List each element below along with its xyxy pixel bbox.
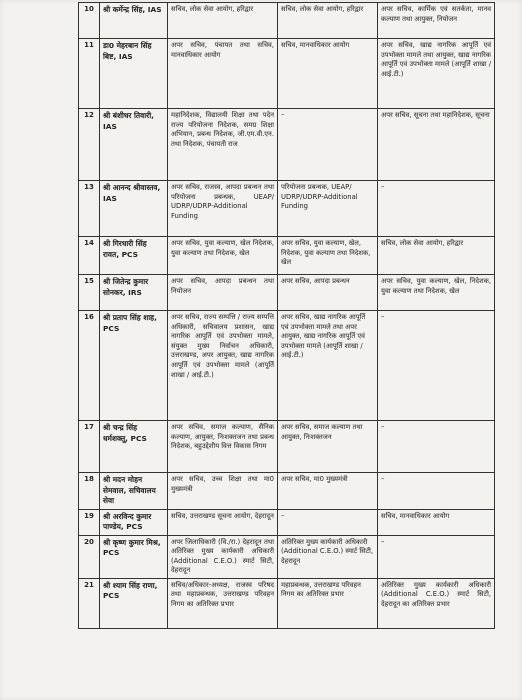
new-posting: सचिव, लोक सेवा आयोग, हरिद्वार (378, 237, 495, 275)
current-posting: अपर सचिव, राजस्व, आपदा प्रबन्धन तथा परियोजना प्रबन्धक, UEAP/ UDRP/UDRP-Additional Funding (168, 181, 278, 237)
table-row (79, 535, 495, 578)
new-posting: अतिरिक्त मुख्य कार्यकारी अधिकारी (Additional C.E.O.) स्मार्ट सिटी, देहरादून का अतिरिक्त प्रभार (378, 578, 495, 628)
new-posting: सचिव, मानवाधिकार आयोग (378, 509, 495, 535)
retained-posting: अपर सचिव, युवा कल्याण, खेल, निदेशक, युवा कल्याण तथा निदेशक, खेल (278, 237, 378, 275)
row-number: 13 (79, 181, 100, 237)
current-posting: अपर सचिव, राज्य सम्पत्ति / राज्य सम्पत्ति अधिकारी, सचिवालय प्रशासन, खाद्य नागरिक आपूर्ति एवं उपभोक्ता मामले, संयुक्त मुख्य निर्वाचन अधिकारी, उत्तराखण्ड, अपर आयुक्त, खाद्य नागरिक आपूर्ति एवं उपभोक्ता मामले (आपूर्ति शाखा / आई.टी.) (168, 311, 278, 421)
table-row (79, 473, 495, 510)
row-number: 14 (79, 237, 100, 275)
current-posting: अपर सचिव, पंचायत तथा सचिव, मानवाधिकार आयोग (168, 39, 278, 109)
retained-posting: अपर सचिव, मा0 मुख्यमंत्री (278, 473, 378, 510)
retained-posting: अतिरिक्त मुख्य कार्यकारी अधिकारी (Additional C.E.O.) स्मार्ट सिटी, देहरादून (278, 535, 378, 578)
table-row (79, 39, 495, 109)
row-number: 16 (79, 311, 100, 421)
officer-name: श्री श्याम सिंह राणा, PCS (100, 578, 168, 628)
row-number: 18 (79, 473, 100, 510)
officer-name: श्री चन्द्र सिंह धर्मशक्तू, PCS (100, 421, 168, 473)
row-number: 11 (79, 39, 100, 109)
retained-posting: सचिव, मानवाधिकार आयोग (278, 39, 378, 109)
retained-posting: अपर सचिव, समाज कल्याण तथा आयुक्त, निःशक्तजन (278, 421, 378, 473)
current-posting: अपर जिलाधिकारी (वि./रा.) देहरादून तथा अतिरिक्त मुख्य कार्यकारी अधिकारी (Additional C.E.O.) स्मार्ट सिटी, देहरादून (168, 535, 278, 578)
officer-name: श्री बंशीधर तिवारी, IAS (100, 109, 168, 181)
row-number: 12 (79, 109, 100, 181)
current-posting: अपर सचिव, उच्च शिक्षा तथा मा0 मुख्यमंत्री (168, 473, 278, 510)
retained-posting: – (278, 109, 378, 181)
new-posting: – (378, 421, 495, 473)
retained-posting: सचिव, लोक सेवा आयोग, हरिद्वार (278, 3, 378, 39)
current-posting: अपर सचिव, युवा कल्याण, खेल निदेशक, युवा कल्याण तथा निदेशक, खेल (168, 237, 278, 275)
retained-posting: महाप्रबन्धक, उत्तराखण्ड परिवहन निगम का अतिरिक्त प्रभार (278, 578, 378, 628)
table-row (79, 311, 495, 421)
officer-name: डा0 मेहरबान सिंह बिष्ट, IAS (100, 39, 168, 109)
officer-name: श्री गिरधारी सिंह रावत, PCS (100, 237, 168, 275)
officer-name: श्री जितेन्द्र कुमार सोनकर, IRS (100, 275, 168, 311)
table-row (79, 275, 495, 311)
table-row (79, 237, 495, 275)
current-posting: सचिव, लोक सेवा आयोग, हरिद्वार (168, 3, 278, 39)
table-row (79, 421, 495, 473)
row-number: 17 (79, 421, 100, 473)
officer-name: श्री अरविन्द कुमार पाण्डेय, PCS (100, 509, 168, 535)
table-row (79, 181, 495, 237)
new-posting: अपर सचिव, खाद्य नागरिक आपूर्ति एवं उपभोक्ता मामले तथा आयुक्त, खाद्य नागरिक आपूर्ति एवं उपभोक्ता मामले (आपूर्ति शाखा / आई.टी.) (378, 39, 495, 109)
retained-posting: अपर सचिव, आपदा प्रबन्धन (278, 275, 378, 311)
current-posting: सचिव, उत्तराखण्ड सूचना आयोग, देहरादून (168, 509, 278, 535)
current-posting: सचिव/अधिकार-अध्यक्ष, राजस्व परिषद तथा महाप्रबन्धक, उत्तराखण्ड परिवहन निगम का अतिरिक्त प्रभार (168, 578, 278, 628)
officer-name: श्री कर्मेन्द्र सिंह, IAS (100, 3, 168, 39)
retained-posting: – (278, 509, 378, 535)
transfer-order-table (78, 2, 495, 629)
new-posting: अपर सचिव, सूचना तथा महानिदेशक, सूचना (378, 109, 495, 181)
current-posting: महानिदेशक, विद्यालयी शिक्षा तथा पदेन राज्य परियोजना निदेशक, समग्र शिक्षा अभियान, प्रबन्ध निदेशक, जी.एम.वी.एन. तथा निदेशक, पंचायती राज (168, 109, 278, 181)
officer-name: श्री आनन्द श्रीवास्तव, IAS (100, 181, 168, 237)
table-row (79, 3, 495, 39)
table-row (79, 509, 495, 535)
row-number: 19 (79, 509, 100, 535)
new-posting: – (378, 535, 495, 578)
current-posting: अपर सचिव, आपदा प्रबन्धन तथा नियोजन (168, 275, 278, 311)
retained-posting: अपर सचिव, खाद्य नागरिक आपूर्ति एवं उपभोक्ता मामले तथा अपर आयुक्त, खाद्य नागरिक आपूर्ति एवं उपभोक्ता मामले (आपूर्ति शाखा / आई.टी.) (278, 311, 378, 421)
row-number: 10 (79, 3, 100, 39)
new-posting: – (378, 181, 495, 237)
retained-posting: परियोजना प्रबन्धक, UEAP/ UDRP/UDRP-Additional Funding (278, 181, 378, 237)
new-posting: अपर सचिव, कार्मिक एवं सतर्कता, मानव कल्याण तथा आयुक्त, नियोजन (378, 3, 495, 39)
new-posting: – (378, 473, 495, 510)
new-posting: – (378, 311, 495, 421)
row-number: 21 (79, 578, 100, 628)
current-posting: अपर सचिव, समाज कल्याण, सैनिक कल्याण, आयुक्त, निःशक्तजन तथा प्रबन्ध निदेशक, बहुउद्देशीय वित्त विकास निगम (168, 421, 278, 473)
new-posting: अपर सचिव, युवा कल्याण, खेल, निदेशक, युवा कल्याण तथा निदेशक, खेल (378, 275, 495, 311)
officer-name: श्री कृष्ण कुमार मिश्र, PCS (100, 535, 168, 578)
table-row (79, 109, 495, 181)
table-row (79, 578, 495, 628)
row-number: 15 (79, 275, 100, 311)
officer-name: श्री प्रताप सिंह शाह, PCS (100, 311, 168, 421)
row-number: 20 (79, 535, 100, 578)
officer-name: श्री मदन मोहन सेमवाल, सचिवालय सेवा (100, 473, 168, 510)
